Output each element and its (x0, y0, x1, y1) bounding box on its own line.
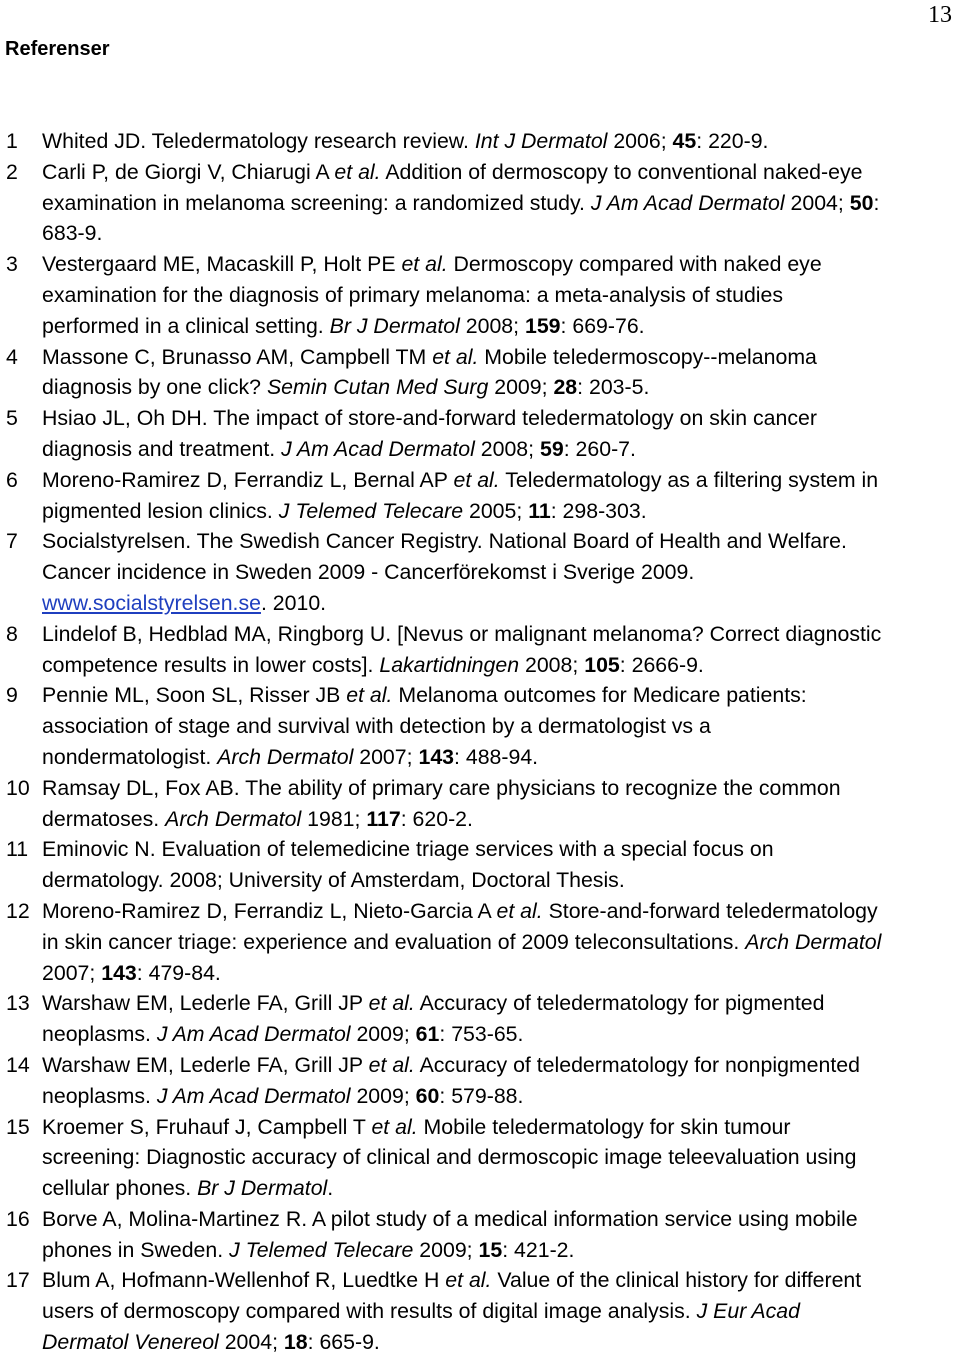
journal-title: Int J Dermatol (474, 129, 608, 153)
reference-item (0, 680, 958, 772)
reference-line (42, 619, 958, 650)
reference-text: Borve A, Molina-Martinez R. A pilot study of a medical information service using mobile (42, 1206, 858, 1231)
reference-line (42, 1142, 958, 1173)
reference-text: 2007; (42, 960, 102, 985)
reference-item (0, 157, 958, 249)
reference-number: 5 (6, 406, 18, 431)
reference-line (42, 126, 958, 157)
reference-item (0, 896, 958, 988)
journal-title: Arch Dermatol (165, 806, 302, 831)
reference-link[interactable]: www.socialstyrelsen.se (42, 590, 261, 615)
reference-text: : (873, 190, 880, 215)
reference-text: 1981; (301, 806, 367, 831)
reference-text: Pennie ML, Soon SL, Risser JB (42, 683, 347, 708)
journal-title: et al. (346, 683, 393, 708)
reference-number: 7 (6, 529, 18, 554)
reference-line (42, 1296, 958, 1327)
reference-text: Store-and-forward teledermatology (542, 898, 878, 923)
reference-text: Lindelof B, Hedblad MA, Ringborg U. [Nevus or malignant melanoma? Correct diagnostic (42, 621, 882, 646)
reference-text: Socialstyrelsen. The Swedish Cancer Registry. National Board of Health and Welfare. (42, 529, 847, 554)
page-number: 13 (928, 2, 952, 28)
reference-line (42, 403, 958, 434)
reference-line (42, 896, 958, 927)
reference-text: Carli P, de Giorgi V, Chiarugi A (42, 159, 335, 184)
journal-title: et al. (496, 898, 543, 923)
reference-text: Value of the clinical history for different (491, 1268, 862, 1293)
reference-text: Blum A, Hofmann-Wellenhof R, Luedtke H (42, 1268, 446, 1293)
reference-line (42, 342, 958, 373)
volume-number: 11 (528, 498, 551, 523)
reference-text: Vestergaard ME, Macaskill P, Holt PE (42, 252, 402, 277)
reference-text: Accuracy of teledermatology for nonpigmented (414, 1052, 860, 1077)
reference-text: Teledermatology as a filtering system in (499, 467, 879, 492)
reference-text: neoplasms. (42, 1083, 157, 1108)
reference-text: Hsiao JL, Oh DH. The impact of store-and-forward teledermatology on skin cancer (42, 406, 817, 431)
journal-title: Br J Dermatol (329, 313, 460, 338)
volume-number: 105 (584, 652, 620, 677)
reference-number: 14 (6, 1052, 30, 1077)
reference-line (42, 188, 958, 219)
reference-line (42, 773, 958, 804)
reference-line (42, 865, 958, 896)
reference-item (0, 126, 958, 157)
reference-text: 2004; (784, 190, 850, 215)
reference-text: Accuracy of teledermatology for pigmented (414, 991, 825, 1016)
journal-title: J Am Acad Dermatol (590, 190, 785, 215)
reference-number: 10 (6, 775, 30, 800)
journal-title: J Telemed Telecare (278, 498, 464, 523)
reference-line (42, 804, 958, 835)
reference-line (42, 1265, 958, 1296)
reference-text: 2009; (350, 1083, 416, 1108)
journal-title: et al. (401, 252, 448, 277)
journal-title: J Am Acad Dermatol (281, 436, 475, 461)
reference-text: Melanoma outcomes for Medicare patients: (392, 683, 807, 708)
reference-text: performed in a clinical setting. (42, 313, 330, 338)
volume-number: 117 (366, 806, 401, 831)
reference-text: Dermoscopy compared with naked eye (447, 252, 822, 277)
reference-number: 15 (6, 1114, 30, 1139)
reference-line (42, 680, 958, 711)
reference-text: Addition of dermoscopy to conventional naked-eye (380, 159, 863, 184)
reference-text: 2008; (459, 313, 525, 338)
reference-line (42, 526, 958, 557)
reference-list (0, 126, 958, 1358)
journal-title: et al. (432, 344, 479, 369)
reference-number: 4 (6, 344, 18, 369)
reference-text: association of stage and survival with detection by a dermatologist vs a (42, 714, 711, 739)
reference-text: : 488-94. (454, 744, 539, 769)
reference-number: 3 (6, 252, 18, 277)
reference-text: Massone C, Brunasso AM, Campbell TM (42, 344, 433, 369)
volume-number: 50 (849, 190, 874, 215)
reference-text: : 260-7. (563, 436, 636, 461)
reference-text: : 2666-9. (619, 652, 704, 677)
journal-title: Semin Cutan Med Surg (266, 375, 489, 400)
reference-text: 2009; (413, 1237, 479, 1262)
volume-number: 143 (418, 744, 455, 769)
journal-title: J Am Acad Dermatol (156, 1083, 351, 1108)
reference-number: 2 (6, 159, 18, 184)
reference-line (42, 1050, 958, 1081)
reference-text: phones in Sweden. (42, 1237, 230, 1262)
reference-line (42, 434, 958, 465)
reference-text: 2008; (474, 436, 540, 461)
reference-item (0, 526, 958, 618)
reference-text: Kroemer S, Fruhauf J, Campbell T (42, 1114, 372, 1139)
reference-line (42, 157, 958, 188)
reference-line (42, 988, 958, 1019)
journal-title: Lakartidningen (379, 652, 520, 677)
journal-title: J Telemed Telecare (229, 1237, 414, 1262)
reference-text: diagnosis and treatment. (42, 436, 282, 461)
reference-text: : 665-9. (307, 1330, 380, 1355)
reference-line (42, 218, 958, 249)
reference-item (0, 403, 958, 465)
reference-line (42, 1019, 958, 1050)
reference-item (0, 619, 958, 681)
reference-text: in skin cancer triage: experience and evaluation of 2009 teleconsultations. (42, 929, 746, 954)
reference-text: 2005; (463, 498, 529, 523)
journal-title: Br J Dermatol (197, 1176, 328, 1201)
reference-item (0, 834, 958, 896)
reference-item (0, 988, 958, 1050)
reference-item (0, 342, 958, 404)
reference-text: 2007; (353, 744, 419, 769)
reference-line (42, 1327, 958, 1358)
reference-text: dermatoses. (42, 806, 166, 831)
reference-line (42, 465, 958, 496)
volume-number: 28 (553, 375, 578, 400)
reference-text: Cancer incidence in Sweden 2009 - Cancerförekomst i Sverige 2009. (42, 560, 695, 585)
reference-item (0, 773, 958, 835)
reference-line (42, 557, 958, 588)
reference-number: 6 (6, 467, 18, 492)
reference-line (42, 742, 958, 773)
reference-line (42, 249, 958, 280)
reference-text: : 753-65. (439, 1022, 524, 1047)
reference-line (42, 311, 958, 342)
reference-text: nondermatologist. (42, 744, 218, 769)
reference-line (42, 588, 958, 619)
volume-number: 45 (672, 129, 697, 153)
reference-item (0, 1050, 958, 1112)
reference-number: 1 (6, 129, 18, 153)
reference-text: 2004; (218, 1330, 284, 1355)
reference-text: : 203-5. (577, 375, 650, 400)
journal-title: Dermatol Venereol (42, 1330, 219, 1355)
reference-text: Moreno-Ramirez D, Ferrandiz L, Bernal AP (42, 467, 454, 492)
reference-text: neoplasms. (42, 1022, 157, 1047)
volume-number: 159 (524, 313, 561, 338)
journal-title: Arch Dermatol (745, 929, 882, 954)
reference-text: Warshaw EM, Lederle FA, Grill JP (42, 991, 369, 1016)
journal-title: J Am Acad Dermatol (156, 1022, 351, 1047)
reference-item (0, 465, 958, 527)
reference-text: 2009; (350, 1022, 416, 1047)
reference-line (42, 834, 958, 865)
reference-line (42, 372, 958, 403)
journal-title: et al. (445, 1268, 492, 1293)
reference-line (42, 650, 958, 681)
reference-text: 2006; (607, 129, 673, 153)
volume-number: 60 (415, 1083, 440, 1108)
reference-text: : 579-88. (439, 1083, 524, 1108)
reference-text: 2008; (519, 652, 585, 677)
volume-number: 59 (540, 436, 564, 461)
reference-text: Mobile teledermoscopy--melanoma (478, 344, 817, 369)
reference-number: 9 (6, 683, 18, 708)
journal-title: et al. (334, 159, 381, 184)
reference-line (42, 711, 958, 742)
reference-line (42, 1204, 958, 1235)
journal-title: et al. (368, 1052, 415, 1077)
reference-item (0, 1204, 958, 1266)
reference-text: examination for the diagnosis of primary melanoma: a meta-analysis of studies (42, 282, 784, 307)
reference-text: examination in melanoma screening: a randomized study. (42, 190, 591, 215)
reference-number: 17 (6, 1268, 30, 1293)
reference-text: Moreno-Ramirez D, Ferrandiz L, Nieto-Garcia A (42, 898, 497, 923)
reference-number: 16 (6, 1206, 30, 1231)
reference-text: 683-9. (42, 221, 103, 246)
reference-text: Ramsay DL, Fox AB. The ability of primary care physicians to recognize the common (42, 775, 841, 800)
reference-text: : 620-2. (400, 806, 473, 831)
reference-text: 2009; (488, 375, 554, 400)
reference-line (42, 1081, 958, 1112)
reference-number: 11 (6, 837, 29, 862)
reference-line (42, 280, 958, 311)
reference-text: Whited JD. Teledermatology research review. (42, 129, 475, 153)
section-heading: Referenser (5, 38, 110, 60)
reference-text: Warshaw EM, Lederle FA, Grill JP (42, 1052, 369, 1077)
reference-number: 8 (6, 621, 18, 646)
reference-text: diagnosis by one click? (42, 375, 267, 400)
reference-item (0, 1112, 958, 1204)
journal-title: et al. (453, 467, 500, 492)
volume-number: 18 (283, 1330, 308, 1355)
reference-line (42, 958, 958, 989)
reference-text: competence results in lower costs]. (42, 652, 380, 677)
reference-line (42, 496, 958, 527)
volume-number: 15 (478, 1237, 503, 1262)
reference-text: : 298-303. (550, 498, 647, 523)
reference-line (42, 927, 958, 958)
volume-number: 61 (415, 1022, 440, 1047)
reference-text: : 421-2. (502, 1237, 575, 1262)
reference-line (42, 1173, 958, 1204)
reference-text: screening: Diagnostic accuracy of clinical and dermoscopic image teleevaluation using (42, 1145, 857, 1170)
reference-item (0, 249, 958, 341)
reference-line (42, 1112, 958, 1143)
reference-text: : 669-76. (560, 313, 645, 338)
journal-title: Arch Dermatol (217, 744, 354, 769)
reference-number: 13 (6, 991, 30, 1016)
reference-item (0, 1265, 958, 1357)
reference-text: : 479-84. (136, 960, 221, 985)
volume-number: 143 (101, 960, 137, 985)
journal-title: et al. (371, 1114, 418, 1139)
journal-title: et al. (368, 991, 415, 1016)
reference-text: pigmented lesion clinics. (42, 498, 279, 523)
reference-text: . (327, 1176, 334, 1201)
reference-text: Mobile teledermatology for skin tumour (417, 1114, 791, 1139)
reference-text: cellular phones. (42, 1176, 198, 1201)
reference-text: users of dermoscopy compared with results of digital image analysis. (42, 1299, 697, 1324)
reference-text: Eminovic N. Evaluation of telemedicine triage services with a special focus on (42, 837, 774, 862)
reference-number: 12 (6, 898, 30, 923)
reference-text: dermatology. 2008; University of Amsterdam, Doctoral Thesis. (42, 868, 625, 893)
reference-text: : 220-9. (696, 129, 769, 153)
reference-text: . 2010. (260, 590, 327, 615)
reference-line (42, 1235, 958, 1266)
journal-title: J Eur Acad (696, 1299, 800, 1324)
